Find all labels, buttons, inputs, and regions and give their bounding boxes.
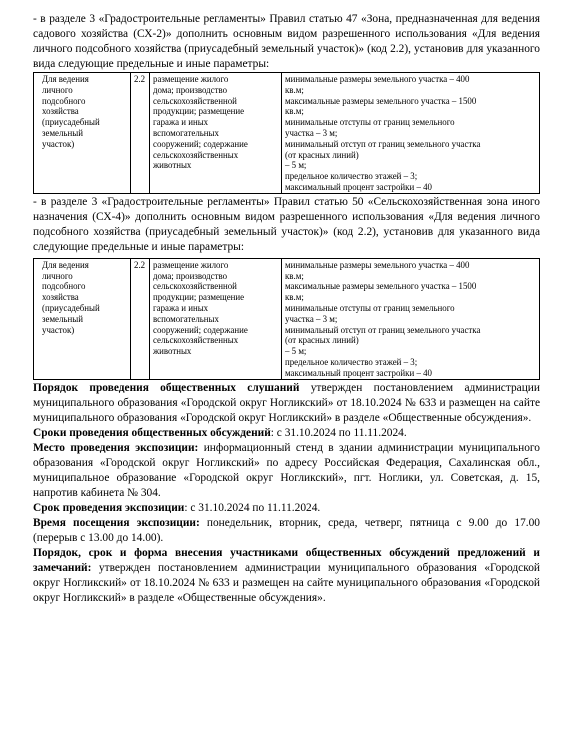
param-line: максимальные размеры земельного участка – 1500 [285,95,477,106]
param-line: минимальные отступы от границ земельного [285,117,455,128]
desc-line: продукции; размещение [153,292,245,303]
param-line: минимальные отступы от границ земельного [285,302,455,313]
desc-line: размещение жилого [153,259,229,270]
name-line: подсобного [42,281,86,292]
desc-line: гаража и иных [153,117,209,128]
name-line: (приусадебный [42,302,100,313]
param-line: – 5 м; [285,160,307,171]
use-type-name-cell [34,258,131,379]
desc-line: гаража и иных [153,302,209,313]
desc-line: дома; производство [153,270,228,281]
hearing-procedure-paragraph [33,381,540,426]
discussion-dates-text: : с 31.10.2024 по 11.11.2024. [270,426,407,439]
desc-line: продукции; размещение [153,106,245,117]
param-line: участка – 3 м; [285,313,338,324]
parameters-cell [282,258,540,379]
param-line: максимальные размеры земельного участка – 1500 [285,281,477,292]
proposals-procedure-label: Порядок, срок и форма внесения участниками общественных обсуждений предложений и замечаний: [33,546,540,574]
exposition-place-paragraph [33,441,540,501]
name-line: (приусадебный [42,117,100,128]
use-code-cell: 2.2 [131,73,150,194]
exposition-place-text: информационный стенд в здании администрации муниципального образования «Городской округ Ногликский» по адресу Российская Федерация, Сахалинская обл., муниципальное образование «Городской округ Ногликский», пгт. Ноглики, ул. Советская, д. 15, напротив кабинета № 304. [33,441,541,499]
param-line: максимальный процент застройки – 40 [285,367,432,378]
param-line: кв.м; [285,106,304,117]
param-line: (от красных линий) [285,149,359,160]
param-line: минимальные размеры земельного участка – 400 [285,74,470,84]
visiting-hours-label: Время посещения экспозиции: [33,516,200,529]
name-line: хозяйства [42,292,79,303]
param-line: кв.м; [285,84,304,95]
name-line: хозяйства [42,106,79,117]
proposals-procedure-paragraph [33,546,540,606]
param-line: – 5 м; [285,346,307,357]
param-line: предельное количество этажей – 3; [285,356,418,367]
desc-line: животных [153,160,192,171]
visiting-hours-paragraph [33,516,540,546]
desc-line: сооружений; содержание [153,138,248,149]
table-row [34,258,540,379]
use-code-cell: 2.2 [131,258,150,379]
hearing-procedure-label: Порядок проведения общественных слушаний [33,381,300,394]
name-line: земельный [42,313,83,324]
use-description-cell [150,258,282,379]
desc-line: сельскохозяйственной [153,95,237,106]
use-description-cell [150,73,282,194]
param-line: минимальные размеры земельного участка – 400 [285,259,470,270]
name-line: Для ведения [42,74,89,84]
name-line: личного [42,270,73,281]
param-line: предельное количество этажей – 3; [285,171,418,182]
param-line: (от красных линий) [285,335,359,346]
param-line: кв.м; [285,292,304,303]
hearing-procedure-text: утвержден постановлением администрации муниципального образования «Городской округ Ногликский» от 18.10.2024 № 633 и размещен на сайте муниципального образования «Городской округ Ногликский» в разделе «Общественные обсуждения». [33,381,540,424]
discussion-dates-paragraph [33,426,540,441]
use-type-name-cell [34,73,131,194]
table-row [34,73,540,194]
param-line: участка – 3 м; [285,127,338,138]
param-line: кв.м; [285,270,304,281]
exposition-dates-label: Срок проведения экспозиции [33,501,185,514]
name-line: личного [42,84,73,95]
desc-line: животных [153,346,192,357]
name-line: подсобного [42,95,86,106]
parameters-table-sx2 [33,72,540,194]
visiting-hours-text: понедельник, вторник, среда, четверг, пятница с 9.00 до 17.00 (перерыв с 13.00 до 14.00). [33,516,540,544]
desc-line: дома; производство [153,84,228,95]
proposals-procedure-text: утвержден постановлением администрации муниципального образования «Городской округ Ногликский» от 18.10.2024 № 633 и размещен на сайте муниципального образования «Городской округ Ногликский» в разделе «Общественные обсуждения». [33,561,540,604]
name-line: участок) [42,138,75,149]
name-line: Для ведения [42,259,89,270]
param-line: максимальный процент застройки – 40 [285,181,432,192]
exposition-place-label: Место проведения экспозиции: [33,441,199,454]
desc-line: сооружений; содержание [153,324,248,335]
param-line: минимальный отступ от границ земельного участка [285,324,481,335]
desc-line: сельскохозяйственных [153,335,239,346]
parameters-cell [282,73,540,194]
desc-line: вспомогательных [153,313,219,324]
exposition-dates-text: : с 31.10.2024 по 11.11.2024. [184,501,321,514]
desc-line: сельскохозяйственной [153,281,237,292]
name-line: участок) [42,324,75,335]
intro-paragraph-sx4: - в разделе 3 «Градостроительные регламенты» Правил статью 50 «Сельскохозяйственная зона иного назначения (СХ-4)» дополнить основным видом разрешенного использования «Для ведения личного подсобного хозяйства (приусадебный земельный участок)» (код 2.2), установив для указанного вида следующие предельные и иные параметры: [33,195,540,253]
intro-paragraph-sx2: - в разделе 3 «Градостроительные регламенты» Правил статью 47 «Зона, предназначенная для ведения садового хозяйства (СХ-2)» дополнить основным видом разрешенного использования «Для ведения личного подсобного хозяйства (приусадебный земельный участок)» (код 2.2), установив для указанного вида следующие предельные и иные параметры: [33,13,540,70]
exposition-dates-paragraph [33,501,540,516]
discussion-dates-label: Сроки проведения общественных обсуждений [33,426,271,439]
desc-line: сельскохозяйственных [153,149,239,160]
desc-line: вспомогательных [153,127,219,138]
param-line: минимальный отступ от границ земельного участка [285,138,481,149]
desc-line: размещение жилого [153,74,229,84]
name-line: земельный [42,127,83,138]
parameters-table-sx4 [33,258,540,380]
